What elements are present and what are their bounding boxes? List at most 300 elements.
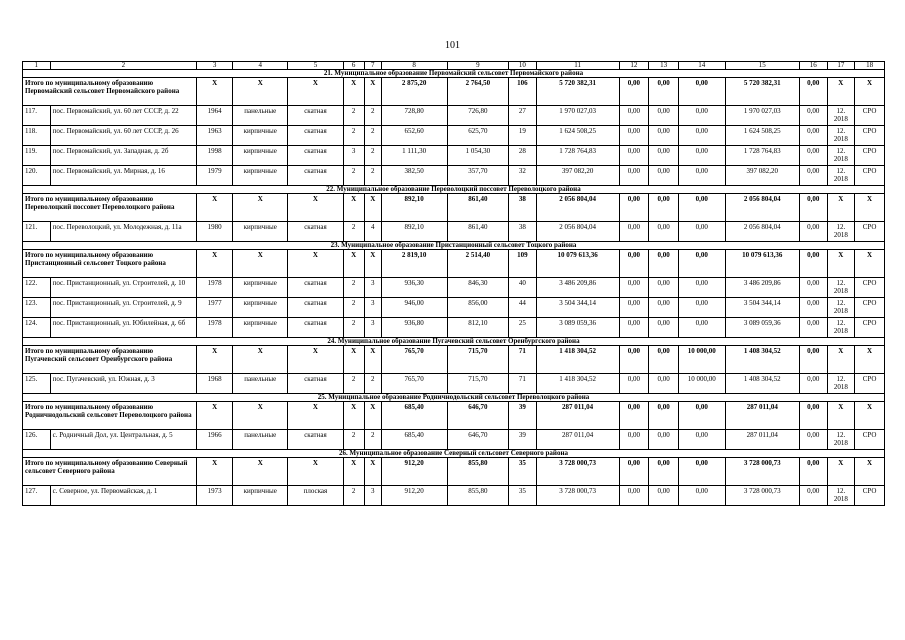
table-cell: 625,70 — [447, 126, 509, 146]
table-cell: 38 — [509, 222, 537, 242]
address-cell: пос. Первомайский, ул. Западная, д. 2б — [50, 146, 196, 166]
table-cell: 1998 — [197, 146, 233, 166]
address-cell: пос. Первомайский, ул. 60 лет СССР, д. 22 — [50, 106, 196, 126]
table-cell: 0,00 — [678, 166, 725, 186]
row-number: 117. — [23, 106, 51, 126]
table-cell: скатная — [288, 318, 343, 338]
table-cell: 1 624 508,25 — [536, 126, 619, 146]
total-cell: 2 819,10 — [381, 250, 447, 278]
total-cell: Х — [364, 250, 381, 278]
section-total-row — [23, 458, 885, 486]
row-number: 124. — [23, 318, 51, 338]
total-cell: Х — [827, 78, 855, 106]
table-cell: 0,00 — [799, 298, 827, 318]
table-cell: 0,00 — [799, 278, 827, 298]
table-cell: 0,00 — [799, 146, 827, 166]
table-row — [23, 430, 885, 450]
total-cell: 0,00 — [799, 402, 827, 430]
page-number: 101 — [445, 40, 460, 51]
table-cell: 12. 2018 — [827, 318, 855, 338]
table-cell: 0,00 — [678, 106, 725, 126]
total-cell: 715,70 — [447, 346, 509, 374]
column-number-7: 7 — [364, 62, 381, 70]
table-cell: 0,00 — [799, 166, 827, 186]
table-cell: скатная — [288, 298, 343, 318]
table-cell: 397 082,20 — [536, 166, 619, 186]
section-total-row — [23, 346, 885, 374]
total-cell: 0,00 — [649, 250, 679, 278]
total-cell: Х — [855, 250, 885, 278]
table-cell: 0,00 — [619, 146, 649, 166]
total-cell: 0,00 — [678, 194, 725, 222]
table-cell: скатная — [288, 146, 343, 166]
table-cell: 3 — [364, 318, 381, 338]
table-cell: 0,00 — [799, 374, 827, 394]
table-cell: 728,80 — [381, 106, 447, 126]
table-cell: 357,70 — [447, 166, 509, 186]
address-cell: пос. Первомайский, ул. 60 лет СССР, д. 26 — [50, 126, 196, 146]
total-cell: 0,00 — [619, 458, 649, 486]
total-cell: 685,40 — [381, 402, 447, 430]
table-cell: 1 970 027,03 — [725, 106, 799, 126]
table-cell: 25 — [509, 318, 537, 338]
table-cell: 0,00 — [799, 222, 827, 242]
table-cell: 2 — [343, 126, 364, 146]
total-cell: 2 875,20 — [381, 78, 447, 106]
total-cell: Х — [197, 194, 233, 222]
total-cell: Х — [827, 458, 855, 486]
column-number-14: 14 — [678, 62, 725, 70]
table-cell: 0,00 — [678, 278, 725, 298]
total-cell: 0,00 — [619, 194, 649, 222]
table-cell: 0,00 — [649, 318, 679, 338]
table-cell: 861,40 — [447, 222, 509, 242]
total-cell: 287 011,04 — [725, 402, 799, 430]
column-number-5: 5 — [288, 62, 343, 70]
table-cell: СРО — [855, 298, 885, 318]
row-number: 119. — [23, 146, 51, 166]
row-number: 120. — [23, 166, 51, 186]
table-cell: 685,40 — [381, 430, 447, 450]
total-cell: Х — [343, 194, 364, 222]
total-cell: 10 000,00 — [678, 346, 725, 374]
total-cell: Х — [364, 194, 381, 222]
total-cell: 287 011,04 — [536, 402, 619, 430]
table-cell: 765,70 — [381, 374, 447, 394]
table-cell: СРО — [855, 106, 885, 126]
total-cell: 0,00 — [619, 78, 649, 106]
total-cell: 0,00 — [678, 78, 725, 106]
address-cell: пос. Пристанционный, ул. Юбилейная, д. 6б — [50, 318, 196, 338]
table-cell: СРО — [855, 166, 885, 186]
table-cell: кирпичные — [233, 166, 288, 186]
table-cell: СРО — [855, 222, 885, 242]
total-cell: Х — [855, 402, 885, 430]
table-cell: СРО — [855, 374, 885, 394]
total-cell: 3 728 000,73 — [536, 458, 619, 486]
table-cell: 3 504 344,14 — [725, 298, 799, 318]
address-cell: пос. Пристанционный, ул. Строителей, д. 9 — [50, 298, 196, 318]
column-number-3: 3 — [197, 62, 233, 70]
table-row — [23, 222, 885, 242]
table-cell: 0,00 — [649, 430, 679, 450]
total-cell: 855,80 — [447, 458, 509, 486]
table-cell: кирпичные — [233, 298, 288, 318]
section-title-row — [23, 186, 885, 194]
total-cell: Х — [233, 402, 288, 430]
column-number-18: 18 — [855, 62, 885, 70]
housing-repair-register-table — [22, 61, 885, 506]
total-cell: Х — [233, 194, 288, 222]
table-cell: 0,00 — [799, 486, 827, 506]
total-cell: Х — [288, 458, 343, 486]
table-cell: СРО — [855, 146, 885, 166]
table-cell: 3 089 059,36 — [725, 318, 799, 338]
total-cell: Х — [855, 346, 885, 374]
table-cell: 946,00 — [381, 298, 447, 318]
table-cell: 0,00 — [799, 106, 827, 126]
address-cell: пос. Первомайский, ул. Мирная, д. 16 — [50, 166, 196, 186]
table-cell: 12. 2018 — [827, 166, 855, 186]
table-cell: скатная — [288, 278, 343, 298]
section-title: 24. Муниципальное образование Пугачевский сельсовет Оренбургского района — [23, 338, 885, 346]
table-cell: 892,10 — [381, 222, 447, 242]
table-cell: 2 — [343, 106, 364, 126]
table-cell: 1978 — [197, 318, 233, 338]
table-cell: 19 — [509, 126, 537, 146]
table-cell: 3 — [364, 298, 381, 318]
table-cell: панельные — [233, 106, 288, 126]
table-cell: 28 — [509, 146, 537, 166]
table-cell: 2 — [364, 126, 381, 146]
total-cell: 10 079 613,36 — [536, 250, 619, 278]
total-cell: Х — [288, 250, 343, 278]
address-cell: с. Северное, ул. Первомайская, д. 1 — [50, 486, 196, 506]
total-cell: 1 418 304,52 — [536, 346, 619, 374]
table-cell: 0,00 — [649, 374, 679, 394]
table-row — [23, 298, 885, 318]
total-cell: 5 720 382,31 — [725, 78, 799, 106]
table-cell: 1 054,30 — [447, 146, 509, 166]
table-cell: СРО — [855, 318, 885, 338]
table-cell: скатная — [288, 374, 343, 394]
table-cell: скатная — [288, 430, 343, 450]
table-cell: 12. 2018 — [827, 222, 855, 242]
table-cell: кирпичные — [233, 278, 288, 298]
table-cell: 3 504 344,14 — [536, 298, 619, 318]
total-cell: 0,00 — [799, 250, 827, 278]
total-cell: 38 — [509, 194, 537, 222]
table-cell: панельные — [233, 374, 288, 394]
table-cell: 726,80 — [447, 106, 509, 126]
table-cell: кирпичные — [233, 222, 288, 242]
table-cell: 0,00 — [619, 318, 649, 338]
total-cell: 71 — [509, 346, 537, 374]
total-cell: Х — [343, 458, 364, 486]
section-title: 25. Муниципальное образование Родничнодольский сельсовет Переволоцкого района — [23, 394, 885, 402]
section-title-row — [23, 70, 885, 78]
table-cell: 936,30 — [381, 278, 447, 298]
total-label: Итого по муниципальному образованию Пристанционный сельсовет Тоцкого района — [23, 250, 197, 278]
table-cell: 1966 — [197, 430, 233, 450]
table-cell: 1977 — [197, 298, 233, 318]
table-cell: 856,00 — [447, 298, 509, 318]
total-cell: 1 408 304,52 — [725, 346, 799, 374]
table-cell: 44 — [509, 298, 537, 318]
table-row — [23, 374, 885, 394]
total-cell: 0,00 — [678, 458, 725, 486]
total-cell: 10 079 613,36 — [725, 250, 799, 278]
total-cell: Х — [233, 78, 288, 106]
total-cell: 0,00 — [649, 194, 679, 222]
total-cell: 2 514,40 — [447, 250, 509, 278]
section-title: 21. Муниципальное образование Первомайский сельсовет Первомайского района — [23, 70, 885, 78]
table-cell: 0,00 — [799, 126, 827, 146]
table-cell: 0,00 — [619, 222, 649, 242]
table-cell: скатная — [288, 166, 343, 186]
section-title-row — [23, 338, 885, 346]
table-cell: 0,00 — [649, 222, 679, 242]
section-title: 23. Муниципальное образование Пристанционный сельсовет Тоцкого района — [23, 242, 885, 250]
table-cell: 397 082,20 — [725, 166, 799, 186]
column-number-row — [23, 62, 885, 70]
table-cell: СРО — [855, 486, 885, 506]
section-title: 22. Муниципальное образование Переволоцкий поссовет Переволоцкого района — [23, 186, 885, 194]
table-cell: 912,20 — [381, 486, 447, 506]
column-number-12: 12 — [619, 62, 649, 70]
total-cell: Х — [855, 194, 885, 222]
total-cell: Х — [288, 78, 343, 106]
table-cell: 0,00 — [678, 298, 725, 318]
column-number-16: 16 — [799, 62, 827, 70]
table-cell: 1973 — [197, 486, 233, 506]
table-cell: 3 — [364, 486, 381, 506]
total-cell: 0,00 — [619, 346, 649, 374]
table-cell: 3 — [364, 278, 381, 298]
total-cell: Х — [343, 402, 364, 430]
total-cell: Х — [233, 458, 288, 486]
total-label: Итого по муниципальному образованию Переволоцкий поссовет Переволоцкого района — [23, 194, 197, 222]
table-cell: 1 408 304,52 — [725, 374, 799, 394]
table-cell: скатная — [288, 222, 343, 242]
table-row — [23, 106, 885, 126]
table-cell: 2 056 804,04 — [725, 222, 799, 242]
total-cell: Х — [827, 250, 855, 278]
total-cell: 0,00 — [799, 194, 827, 222]
table-cell: 0,00 — [619, 430, 649, 450]
table-cell: 2 — [343, 278, 364, 298]
total-label: Итого по муниципальному образованию Родничнодольский сельсовет Переволоцкого района — [23, 402, 197, 430]
section-total-row — [23, 402, 885, 430]
table-cell: плоская — [288, 486, 343, 506]
total-cell: Х — [197, 346, 233, 374]
table-cell: 0,00 — [678, 318, 725, 338]
row-number: 127. — [23, 486, 51, 506]
total-cell: 109 — [509, 250, 537, 278]
total-cell: 5 720 382,31 — [536, 78, 619, 106]
row-number: 125. — [23, 374, 51, 394]
table-cell: панельные — [233, 430, 288, 450]
table-cell: 27 — [509, 106, 537, 126]
table-cell: 855,80 — [447, 486, 509, 506]
total-label: Итого по муниципальному образованию Пугачевский сельсовет Оренбургского района — [23, 346, 197, 374]
total-cell: 912,20 — [381, 458, 447, 486]
table-cell: 1968 — [197, 374, 233, 394]
table-cell: 0,00 — [619, 166, 649, 186]
total-cell: Х — [855, 78, 885, 106]
section-title-row — [23, 394, 885, 402]
total-cell: 0,00 — [678, 402, 725, 430]
table-cell: 2 056 804,04 — [536, 222, 619, 242]
table-cell: 0,00 — [678, 430, 725, 450]
table-cell: 1 970 027,03 — [536, 106, 619, 126]
total-cell: Х — [343, 250, 364, 278]
total-cell: Х — [855, 458, 885, 486]
table-cell: 2 — [364, 374, 381, 394]
table-cell: 12. 2018 — [827, 106, 855, 126]
table-row — [23, 126, 885, 146]
table-row — [23, 486, 885, 506]
table-cell: 2 — [343, 318, 364, 338]
table-cell: 3 486 209,86 — [725, 278, 799, 298]
table-cell: 12. 2018 — [827, 126, 855, 146]
table-cell: 1 728 764,83 — [725, 146, 799, 166]
column-number-9: 9 — [447, 62, 509, 70]
table-row — [23, 318, 885, 338]
table-cell: 652,60 — [381, 126, 447, 146]
table-row — [23, 278, 885, 298]
total-cell: Х — [197, 402, 233, 430]
table-cell: 10 000,00 — [678, 374, 725, 394]
total-cell: 765,70 — [381, 346, 447, 374]
total-cell: 0,00 — [799, 458, 827, 486]
table-cell: кирпичные — [233, 146, 288, 166]
total-cell: Х — [827, 346, 855, 374]
row-number: 126. — [23, 430, 51, 450]
table-cell: 0,00 — [649, 166, 679, 186]
table-cell: кирпичные — [233, 486, 288, 506]
table-row — [23, 166, 885, 186]
table-cell: 2 — [343, 166, 364, 186]
total-cell: 2 764,50 — [447, 78, 509, 106]
table-cell: 39 — [509, 430, 537, 450]
total-cell: 0,00 — [799, 346, 827, 374]
table-cell: 2 — [343, 430, 364, 450]
address-cell: с. Родничный Дол, ул. Центральная, д. 5 — [50, 430, 196, 450]
address-cell: пос. Пугачевский, ул. Южная, д. 3 — [50, 374, 196, 394]
table-cell: 1963 — [197, 126, 233, 146]
row-number: 121. — [23, 222, 51, 242]
total-cell: Х — [364, 346, 381, 374]
total-cell: Х — [364, 78, 381, 106]
row-number: 118. — [23, 126, 51, 146]
table-cell: 0,00 — [678, 222, 725, 242]
total-cell: 892,10 — [381, 194, 447, 222]
table-cell: 2 — [364, 146, 381, 166]
total-cell: Х — [827, 402, 855, 430]
total-cell: Х — [827, 194, 855, 222]
column-number-8: 8 — [381, 62, 447, 70]
table-row — [23, 146, 885, 166]
total-label: Итого по муниципальному образованию Первомайский сельсовет Первомайского района — [23, 78, 197, 106]
section-title-row — [23, 450, 885, 458]
total-cell: 2 056 804,04 — [725, 194, 799, 222]
table-cell: 0,00 — [678, 146, 725, 166]
total-cell: 646,70 — [447, 402, 509, 430]
table-cell: скатная — [288, 106, 343, 126]
table-cell: 40 — [509, 278, 537, 298]
total-cell: Х — [288, 194, 343, 222]
total-cell: Х — [364, 402, 381, 430]
total-cell: Х — [343, 78, 364, 106]
table-cell: 715,70 — [447, 374, 509, 394]
section-title-row — [23, 242, 885, 250]
table-cell: 0,00 — [619, 278, 649, 298]
table-cell: 35 — [509, 486, 537, 506]
table-cell: 0,00 — [649, 126, 679, 146]
table-cell: 4 — [364, 222, 381, 242]
table-cell: кирпичные — [233, 126, 288, 146]
table-cell: 0,00 — [649, 106, 679, 126]
total-label: Итого по муниципальному образованию Северный сельсовет Северного района — [23, 458, 197, 486]
table-cell: 0,00 — [649, 298, 679, 318]
table-cell: 0,00 — [649, 486, 679, 506]
column-number-15: 15 — [725, 62, 799, 70]
table-cell: 0,00 — [649, 146, 679, 166]
total-cell: Х — [288, 346, 343, 374]
column-number-11: 11 — [536, 62, 619, 70]
total-cell: 39 — [509, 402, 537, 430]
table-cell: 0,00 — [619, 298, 649, 318]
address-cell: пос. Переволоцкий, ул. Молодежная, д. 11а — [50, 222, 196, 242]
total-cell: 0,00 — [649, 346, 679, 374]
table-cell: 0,00 — [799, 430, 827, 450]
total-cell: 0,00 — [649, 458, 679, 486]
table-cell: 0,00 — [649, 278, 679, 298]
address-cell: пос. Пристанционный, ул. Строителей, д. 10 — [50, 278, 196, 298]
table-cell: 1 418 304,52 — [536, 374, 619, 394]
table-cell: 32 — [509, 166, 537, 186]
table-cell: 12. 2018 — [827, 146, 855, 166]
table-cell: 0,00 — [619, 374, 649, 394]
table-cell: 3 486 209,86 — [536, 278, 619, 298]
table-cell: 0,00 — [619, 106, 649, 126]
total-cell: 106 — [509, 78, 537, 106]
table-cell: 3 089 059,36 — [536, 318, 619, 338]
table-cell: 1 728 764,83 — [536, 146, 619, 166]
table-cell: 1978 — [197, 278, 233, 298]
total-cell: 3 728 000,73 — [725, 458, 799, 486]
total-cell: Х — [364, 458, 381, 486]
table-cell: СРО — [855, 430, 885, 450]
table-cell: 846,30 — [447, 278, 509, 298]
table-cell: 1 111,30 — [381, 146, 447, 166]
table-cell: 936,80 — [381, 318, 447, 338]
table-cell: 646,70 — [447, 430, 509, 450]
table-cell: 0,00 — [678, 486, 725, 506]
table-cell: СРО — [855, 278, 885, 298]
table-cell: 2 — [343, 222, 364, 242]
total-cell: 0,00 — [799, 78, 827, 106]
table-cell: 12. 2018 — [827, 486, 855, 506]
table-cell: 71 — [509, 374, 537, 394]
total-cell: 0,00 — [619, 250, 649, 278]
total-cell: Х — [233, 346, 288, 374]
table-cell: 0,00 — [678, 126, 725, 146]
total-cell: Х — [197, 78, 233, 106]
table-cell: 2 — [364, 106, 381, 126]
row-number: 122. — [23, 278, 51, 298]
